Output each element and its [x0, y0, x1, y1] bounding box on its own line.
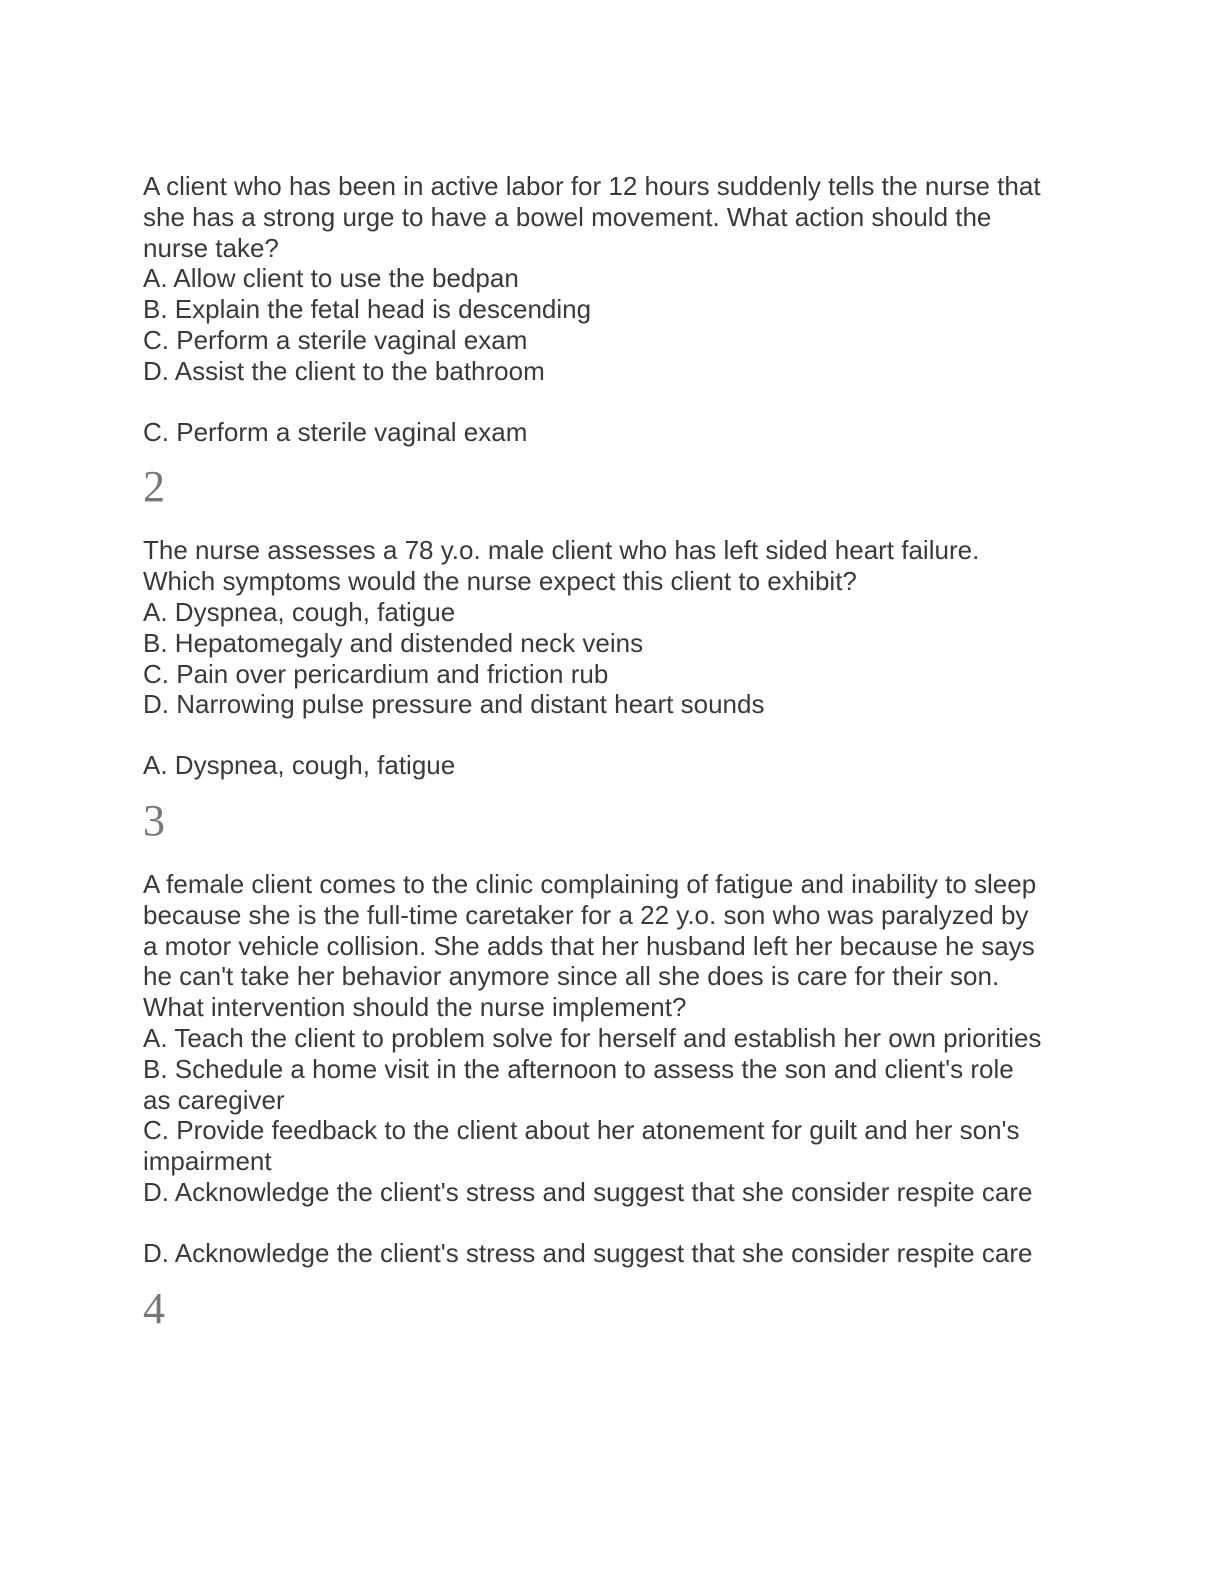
question-stem-line: he can't take her behavior anymore since all she does is care for their son.	[143, 961, 1000, 992]
question-stem-line: she has a strong urge to have a bowel movement. What action should the	[143, 201, 992, 232]
answer-option: A. Teach the client to problem solve for herself and establish her own priorities	[143, 1022, 1042, 1053]
question-3	[143, 869, 1083, 1269]
spacer	[143, 387, 1083, 417]
answer-option: B. Hepatomegaly and distended neck veins	[143, 627, 644, 658]
answer-option: as caregiver	[143, 1084, 285, 1115]
question-stem-line: The nurse assesses a 78 y.o. male client who has left sided heart failure.	[143, 535, 980, 566]
spacer	[143, 720, 1083, 750]
answer-option: C. Provide feedback to the client about her atonement for guilt and her son's	[143, 1115, 1020, 1146]
question-stem-line: a motor vehicle collision. She adds that her husband left her because he says	[143, 930, 1035, 961]
answer-option: C. Perform a sterile vaginal exam	[143, 324, 528, 355]
question-number: 3	[143, 795, 165, 845]
correct-answer: C. Perform a sterile vaginal exam	[143, 416, 528, 447]
answer-option: D. Assist the client to the bathroom	[143, 355, 545, 386]
answer-option: B. Schedule a home visit in the afternoon to assess the son and client's role	[143, 1053, 1014, 1084]
question-stem-line: A client who has been in active labor for 12 hours suddenly tells the nurse that	[143, 171, 1041, 201]
question-stem-line: Which symptoms would the nurse expect this client to exhibit?	[143, 566, 857, 597]
spacer	[143, 1208, 1083, 1238]
question-2	[143, 535, 1083, 781]
answer-option: C. Pain over pericardium and friction rub	[143, 658, 609, 689]
correct-answer: D. Acknowledge the client's stress and suggest that she consider respite care	[143, 1237, 1033, 1268]
question-stem-line: because she is the full-time caretaker for a 22 y.o. son who was paralyzed by	[143, 899, 1029, 930]
answer-option: D. Narrowing pulse pressure and distant heart sounds	[143, 689, 765, 720]
answer-option: A. Allow client to use the bedpan	[143, 263, 519, 294]
question-stem-line: A female client comes to the clinic complaining of fatigue and inability to sleep	[143, 868, 1037, 899]
answer-option: B. Explain the fetal head is descending	[143, 294, 592, 325]
answer-option: impairment	[143, 1146, 272, 1177]
question-stem-line: What intervention should the nurse implement?	[143, 992, 687, 1023]
question-1	[143, 171, 1083, 447]
question-stem-line: nurse take?	[143, 232, 279, 263]
answer-option: A. Dyspnea, cough, fatigue	[143, 596, 456, 627]
correct-answer: A. Dyspnea, cough, fatigue	[143, 750, 456, 781]
question-number: 4	[143, 1283, 165, 1333]
answer-option: D. Acknowledge the client's stress and suggest that she consider respite care	[143, 1176, 1033, 1207]
question-number: 2	[143, 462, 165, 512]
document-page	[143, 171, 1083, 1357]
